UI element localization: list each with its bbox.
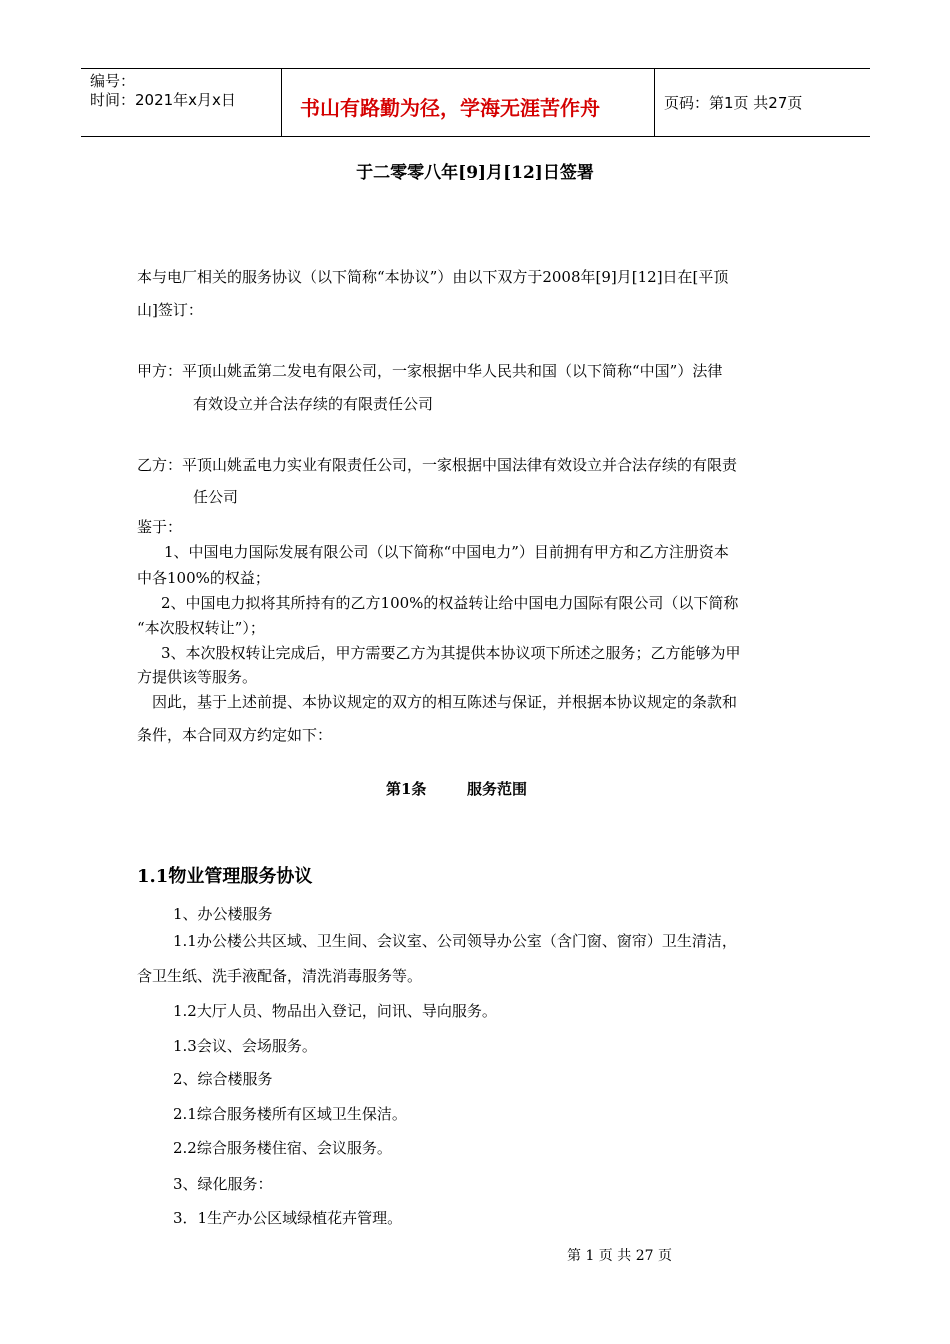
article-number: 第1条 — [386, 780, 427, 798]
party-b-line-1: 乙方：平顶山姚孟电力实业有限责任公司，一家根据中国法律有效设立并合法存续的有限责 — [137, 456, 738, 474]
recital-1-line-2: 中各100%的权益； — [137, 569, 270, 587]
intro-line-2: 山]签订： — [137, 301, 203, 319]
intro-line-1: 本与电厂相关的服务协议（以下简称“本协议”）由以下双方于2008年[9]月[12]日在[平顶 — [137, 268, 729, 286]
whereas-label: 鉴于： — [137, 518, 183, 536]
item-complex-2-1: 2.1综合服务楼所有区域卫生保洁。 — [173, 1105, 407, 1123]
motto: 书山有路勤为径，学海无涯苦作舟 — [300, 96, 600, 120]
footer-page-number: 第 1 页 共 27 页 — [567, 1248, 672, 1264]
time-label: 时间：2021年x月x日 — [90, 91, 236, 109]
item-office-1-1-line-2: 含卫生纸、洗手液配备，清洗消毒服务等。 — [137, 967, 423, 985]
recital-3-line-2: 方提供该等服务。 — [137, 668, 258, 686]
party-a-line-1: 甲方：平顶山姚孟第二发电有限公司，一家根据中华人民共和国（以下简称“中国”）法律 — [137, 362, 723, 380]
item-green: 3、绿化服务： — [173, 1175, 273, 1193]
recital-2-line-1: 2、中国电力拟将其所持有的乙方100%的权益转让给中国电力国际有限公司（以下简称 — [161, 594, 739, 612]
article-title: 服务范围 — [467, 780, 528, 798]
recital-3-line-1: 3、本次股权转让完成后，甲方需要乙方为其提供本协议项下所述之服务；乙方能够为甲 — [161, 644, 741, 662]
page-info: 页码：第1页 共27页 — [664, 94, 803, 112]
header-divider-left — [281, 68, 282, 136]
item-office-1-1-line-1: 1.1办公楼公共区域、卫生间、会议室、公司领导办公室（含门窗、窗帘）卫生清洁， — [173, 932, 737, 950]
party-a-line-2: 有效设立并合法存续的有限责任公司 — [193, 395, 434, 413]
item-office-1-3: 1.3会议、会场服务。 — [173, 1037, 317, 1055]
item-green-3-1: 3．1生产办公区域绿植花卉管理。 — [173, 1209, 403, 1227]
party-b-line-2: 任公司 — [193, 488, 239, 506]
item-complex-2-2: 2.2综合服务楼住宿、会议服务。 — [173, 1139, 392, 1157]
recital-2-line-2: “本次股权转让”）； — [137, 619, 265, 637]
item-complex: 2、综合楼服务 — [173, 1070, 273, 1088]
section-title: 1.1物业管理服务协议 — [137, 866, 313, 887]
therefore-line-1: 因此，基于上述前提、本协议规定的双方的相互陈述与保证，并根据本协议规定的条款和 — [152, 693, 738, 711]
signed-date: 于二零零八年[9]月[12]日签署 — [356, 163, 594, 183]
item-office-1-2: 1.2大厅人员、物品出入登记，问讯、导向服务。 — [173, 1002, 497, 1020]
recital-1-line-1: 1、中国电力国际发展有限公司（以下简称“中国电力”）目前拥有甲方和乙方注册资本 — [164, 543, 729, 561]
header-divider-right — [654, 68, 655, 136]
number-label: 编号： — [90, 72, 136, 90]
therefore-line-2: 条件，本合同双方约定如下： — [137, 726, 333, 744]
item-office: 1、办公楼服务 — [173, 905, 273, 923]
